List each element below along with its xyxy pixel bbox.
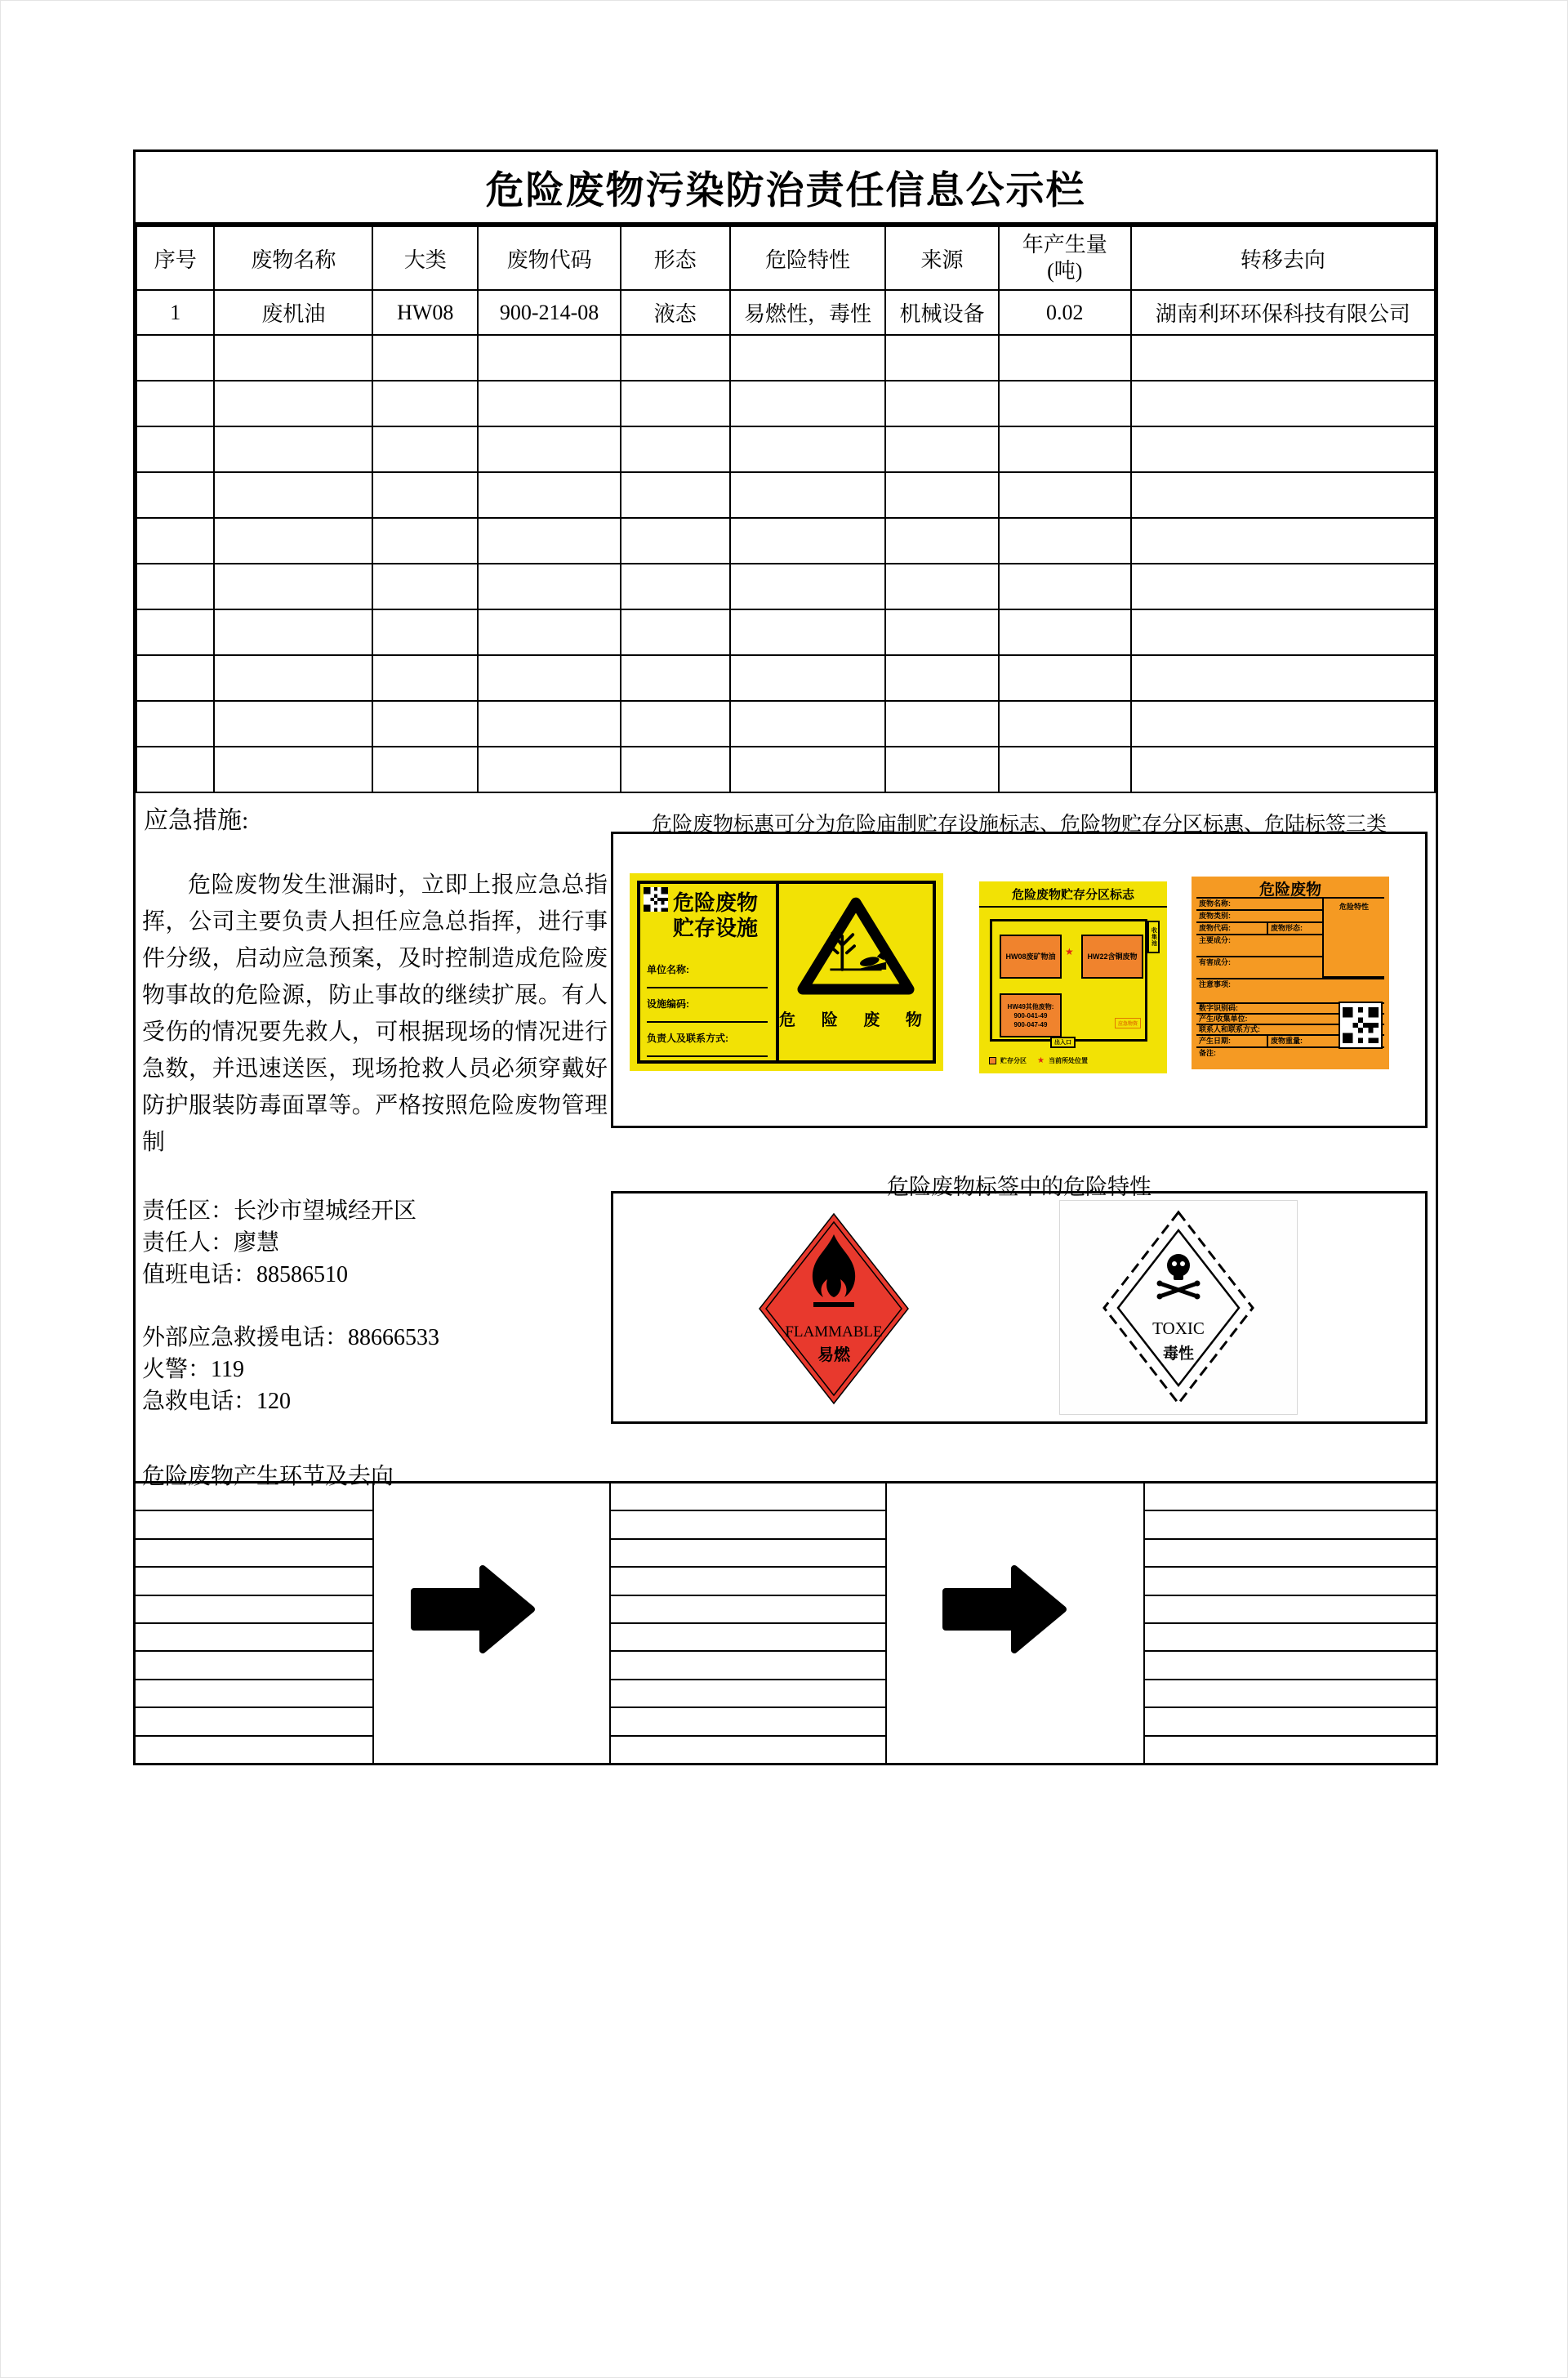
flow-row xyxy=(136,1680,372,1708)
waste-table xyxy=(136,225,1436,793)
hazard-characteristics-box xyxy=(611,1191,1428,1424)
flow-row xyxy=(136,1596,372,1624)
skull-crossbones-icon xyxy=(1157,1254,1200,1300)
flow-row xyxy=(611,1624,885,1652)
cell-category: HW08 xyxy=(372,290,478,335)
cell-index: 1 xyxy=(136,290,214,335)
flow-row xyxy=(136,1540,372,1568)
flow-section xyxy=(136,1481,1436,1763)
emergency-measures-label: 应急措施: xyxy=(144,807,249,834)
responsibility-person: 责任人：廖慧 xyxy=(142,1230,280,1256)
blank-line xyxy=(647,987,768,988)
fire-phone: 火警：119 xyxy=(142,1357,244,1382)
label-field-unit: 产生/收集单位: xyxy=(1196,1015,1384,1025)
label-field-harmful: 有害成分: xyxy=(1196,957,1384,979)
flow-column-source xyxy=(136,1483,374,1763)
flow-row xyxy=(1145,1680,1436,1708)
storage-sign-inner xyxy=(637,881,936,1064)
cell-waste-code: 900-214-08 xyxy=(478,290,621,335)
flow-row xyxy=(611,1652,885,1680)
label-field-contact: 联系人和联系方式: xyxy=(1196,1025,1384,1036)
flow-row xyxy=(611,1737,885,1763)
zone-area-hw22: HW22含铜废物 xyxy=(1081,935,1143,979)
col-header-waste-code: 废物代码 xyxy=(478,226,621,290)
label-hazard-header: 危险特性 xyxy=(1322,899,1384,978)
environment-hazard-triangle-icon xyxy=(795,894,917,1000)
cell-annual-output: 0.02 xyxy=(999,290,1131,335)
col-header-index: 序号 xyxy=(136,226,214,290)
qr-code-icon xyxy=(644,887,668,912)
table-row-empty xyxy=(136,426,1435,472)
flow-row xyxy=(1145,1596,1436,1624)
flow-row xyxy=(1145,1540,1436,1568)
zone-area-hw49 xyxy=(1000,993,1062,1037)
table-header-row xyxy=(136,226,1435,290)
flow-row xyxy=(1145,1652,1436,1680)
zone-area-hw49-line1: HW49其他废物: xyxy=(1007,1002,1054,1011)
flow-row xyxy=(1145,1483,1436,1511)
label-field-remark: 备注: xyxy=(1199,1049,1216,1057)
label-sign-title: 危险废物 xyxy=(1258,881,1321,899)
zone-area-hw08: HW08废矿物油 xyxy=(1000,935,1062,979)
table-row-empty xyxy=(136,609,1435,655)
flow-column-destination xyxy=(1143,1483,1436,1763)
table-row xyxy=(136,290,1435,335)
label-qr-box xyxy=(1339,1002,1383,1049)
label-field-notes: 注意事项: xyxy=(1196,979,1384,1004)
storage-sign-warning-text: 危 险 废 物 xyxy=(779,1011,933,1029)
cell-source: 机械设备 xyxy=(885,290,998,335)
flammable-cn-text: 易燃 xyxy=(817,1346,850,1364)
flow-row xyxy=(136,1708,372,1736)
label-field-category: 废物类别: xyxy=(1196,911,1384,923)
cell-waste-name: 废机油 xyxy=(214,290,372,335)
flow-row xyxy=(1145,1737,1436,1763)
table-row-empty xyxy=(136,518,1435,564)
label-field-main: 主要成分: xyxy=(1196,935,1384,957)
responsibility-area: 责任区：长沙市望城经开区 xyxy=(142,1198,417,1224)
qr-code-icon xyxy=(1343,1007,1379,1043)
zone-floor-plan xyxy=(990,919,1147,1042)
location-star-icon: ★ xyxy=(1037,1056,1045,1065)
flow-row xyxy=(611,1540,885,1568)
toxic-panel xyxy=(1059,1200,1298,1415)
storage-field-unit-name: 单位名称: xyxy=(647,964,689,975)
flow-row xyxy=(611,1708,885,1736)
blank-line xyxy=(647,1021,768,1023)
right-block-arrow-icon xyxy=(942,1564,1067,1655)
emergency-supplies-box: 应急物资 xyxy=(1115,1018,1141,1028)
signs-caption: 危险废物标惠可分为危险庙制贮存设施标志、危险物贮存分区标惠、危陆标签三类 xyxy=(651,814,1387,836)
table-row-empty xyxy=(136,564,1435,609)
table-row-empty xyxy=(136,701,1435,747)
label-field-code: 废物代码: xyxy=(1196,923,1268,934)
right-block-arrow-icon xyxy=(411,1564,535,1655)
storage-field-facility-code: 设施编码: xyxy=(647,998,689,1010)
responsibility-block xyxy=(142,1195,439,1417)
middle-section xyxy=(136,793,1436,1489)
title-row xyxy=(136,152,1436,225)
col-header-waste-name: 废物名称 xyxy=(214,226,372,290)
cell-form: 液态 xyxy=(621,290,730,335)
hazardous-waste-label-sign xyxy=(1192,877,1389,1069)
flow-row xyxy=(1145,1708,1436,1736)
external-rescue-phone: 外部应急救援电话：88666533 xyxy=(142,1325,440,1350)
table-row-empty xyxy=(136,655,1435,701)
storage-sign-title-line1: 危险废物 xyxy=(673,890,759,915)
duty-phone: 值班电话：88586510 xyxy=(142,1262,349,1287)
col-header-source: 来源 xyxy=(885,226,998,290)
label-field-weight: 废物重量: xyxy=(1271,1037,1303,1045)
toxic-cn-text: 毒性 xyxy=(1162,1345,1195,1363)
hazard-section-title: 危险废物标签中的危险特性 xyxy=(887,1175,1152,1199)
flow-row xyxy=(611,1511,885,1539)
flow-column-process xyxy=(609,1483,887,1763)
storage-zone-sign xyxy=(979,881,1167,1073)
label-field-date: 产生日期: xyxy=(1196,1036,1268,1046)
cell-transfer: 湖南利环环保科技有限公司 xyxy=(1131,290,1435,335)
table-row-empty xyxy=(136,335,1435,381)
flow-row xyxy=(1145,1511,1436,1539)
flow-row xyxy=(136,1511,372,1539)
current-location-star-icon: ★ xyxy=(1065,946,1074,957)
flow-section-heading: 危险废物产生环节及去向 xyxy=(142,1464,394,1489)
table-row-empty xyxy=(136,747,1435,792)
first-aid-phone: 急救电话：120 xyxy=(142,1389,292,1414)
toxic-en-text: TOXIC xyxy=(1152,1318,1205,1338)
divider xyxy=(979,906,1167,908)
flow-row xyxy=(136,1568,372,1595)
annual-output-unit: (吨) xyxy=(1047,259,1083,283)
flow-row xyxy=(136,1652,372,1680)
flow-row xyxy=(611,1596,885,1624)
flow-row xyxy=(136,1737,372,1763)
flow-row xyxy=(611,1568,885,1595)
signs-box xyxy=(611,832,1428,1128)
blank-line xyxy=(647,1055,768,1057)
storage-sign-title-line2: 贮存设施 xyxy=(673,916,759,940)
storage-sign-right-panel xyxy=(779,884,933,1060)
flammable-diamond xyxy=(756,1211,911,1406)
label-field-form: 废物形态: xyxy=(1271,924,1303,932)
label-field-digital-id: 数字识别码: xyxy=(1196,1004,1384,1015)
zone-legend-label: 贮存分区 xyxy=(1000,1057,1027,1064)
zone-legend xyxy=(989,1056,1088,1065)
table-row-empty xyxy=(136,381,1435,426)
annual-output-line1: 年产生量 xyxy=(1022,233,1107,257)
flow-row xyxy=(1145,1624,1436,1652)
table-row-empty xyxy=(136,472,1435,518)
document-frame xyxy=(133,149,1438,1765)
spacer xyxy=(142,1291,439,1322)
flow-row xyxy=(611,1680,885,1708)
flow-row xyxy=(136,1483,372,1511)
col-header-category: 大类 xyxy=(372,226,478,290)
col-header-hazard: 危险特性 xyxy=(730,226,886,290)
cell-hazard: 易燃性，毒性 xyxy=(730,290,886,335)
zone-legend-square-icon xyxy=(989,1057,996,1064)
emergency-measures-text: 危险废物发生泄漏时，立即上报应急总指挥，公司主要负责人担任应急总指挥，进行事件分级，启动应急预案，及时控制造成危险废物事故的危险源，防止事故的继续扩展。有人受伤的情况要先救人，可根据现场的情况进行急数，并迅速送医，现场抢救人员必须穿戴好防护服装防毒面罩等。严格按照危险废物管理制 xyxy=(142,872,608,1155)
col-header-annual-output xyxy=(999,226,1131,290)
toxic-diamond xyxy=(1101,1210,1256,1406)
flow-row xyxy=(1145,1568,1436,1595)
collection-pool-box: 收集池 xyxy=(1147,921,1160,953)
col-header-form: 形态 xyxy=(621,226,730,290)
entrance-box: 出入口 xyxy=(1050,1037,1076,1048)
storage-facility-sign xyxy=(630,873,943,1071)
label-field-name: 废物名称: xyxy=(1196,899,1384,911)
zone-legend-position-label: 当前所处位置 xyxy=(1048,1057,1088,1064)
zone-area-hw49-line3: 900-047-49 xyxy=(1013,1020,1048,1028)
flow-row xyxy=(136,1624,372,1652)
storage-sign-title xyxy=(673,890,776,941)
flammable-en-text: FLAMMABLE xyxy=(785,1323,883,1341)
zone-sign-title: 危险废物贮存分区标志 xyxy=(1011,888,1134,902)
flow-row xyxy=(611,1483,885,1511)
zone-area-hw49-line2: 900-041-49 xyxy=(1013,1011,1048,1019)
col-header-transfer: 转移去向 xyxy=(1131,226,1435,290)
storage-sign-left-panel xyxy=(640,884,779,1060)
page-title: 危险废物污染防治责任信息公示栏 xyxy=(485,169,1086,212)
storage-field-contact: 负责人及联系方式: xyxy=(647,1033,728,1044)
